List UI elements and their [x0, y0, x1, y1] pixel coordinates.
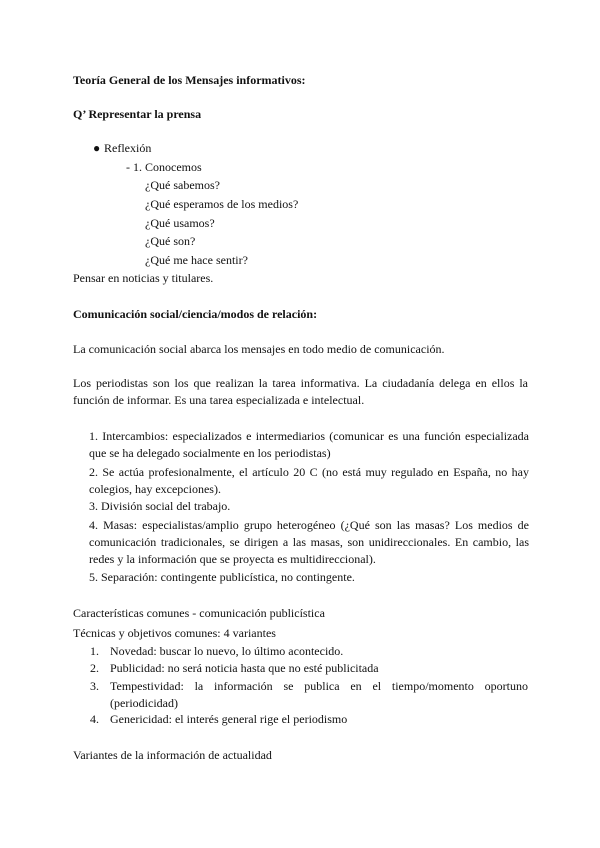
numbered-item: 5. Separación: contingente publicística, no contingente.: [89, 570, 355, 584]
paragraph: Los periodistas son los que realizan la tarea informativa. La ciudadanía delega en ellos la función de informar. Es una tarea especializada e intelectual.: [73, 376, 528, 407]
list-text: Publicidad: no será noticia hasta que no esté publicitada: [110, 661, 379, 675]
question-item: ¿Qué me hace sentir?: [145, 253, 248, 267]
numbered-item: 2. Se actúa profesionalmente, el artículo 20 C (no está muy regulado en España, no hay colegios, hay excepciones).: [89, 465, 529, 496]
pensar-text: Pensar en noticias y titulares.: [73, 271, 214, 285]
question-item: ¿Qué son?: [145, 234, 196, 248]
reflexion-label: Reflexión: [104, 141, 152, 155]
list-number: 1.: [90, 644, 99, 658]
bullet-icon: ●: [93, 141, 101, 155]
list-text: Tempestividad: la información se publica en el tiempo/momento oportuno (periodicidad): [110, 679, 528, 710]
section-heading: Comunicación social/ciencia/modos de relación:: [73, 307, 318, 321]
list-number: 3.: [90, 679, 99, 693]
question-item: ¿Qué sabemos?: [145, 178, 220, 192]
numbered-item: 1. Intercambios: especializados e intermediarios (comunicar es una función especializada que se ha delegado socialmente en los periodistas): [89, 429, 529, 460]
caracteristicas-text: Características comunes - comunicación publicística: [73, 606, 325, 620]
variantes-heading: Variantes de la información de actualidad: [73, 748, 272, 762]
paragraph: La comunicación social abarca los mensajes en todo medio de comunicación.: [73, 342, 445, 356]
tecnicas-text: Técnicas y objetivos comunes: 4 variantes: [73, 626, 276, 640]
numbered-item: 3. División social del trabajo.: [89, 499, 231, 513]
conocemos-item: - 1. Conocemos: [126, 160, 202, 174]
question-item: ¿Qué esperamos de los medios?: [145, 197, 299, 211]
subtitle-heading: Q’ Representar la prensa: [73, 107, 202, 121]
numbered-item: 4. Masas: especialistas/amplio grupo heterogéneo (¿Qué son las masas? Los medios de comunicación tradicionales, se dirigen a las masas, son unidireccionales. En cambio, las redes y la información que se proyecta es multidireccional).: [89, 518, 529, 566]
list-text: Novedad: buscar lo nuevo, lo último acontecido.: [110, 644, 344, 658]
question-item: ¿Qué usamos?: [145, 216, 215, 230]
title-heading: Teoría General de los Mensajes informativos:: [73, 73, 306, 87]
list-text: Genericidad: el interés general rige el periodismo: [110, 712, 348, 726]
list-number: 2.: [90, 661, 99, 675]
list-number: 4.: [90, 712, 99, 726]
